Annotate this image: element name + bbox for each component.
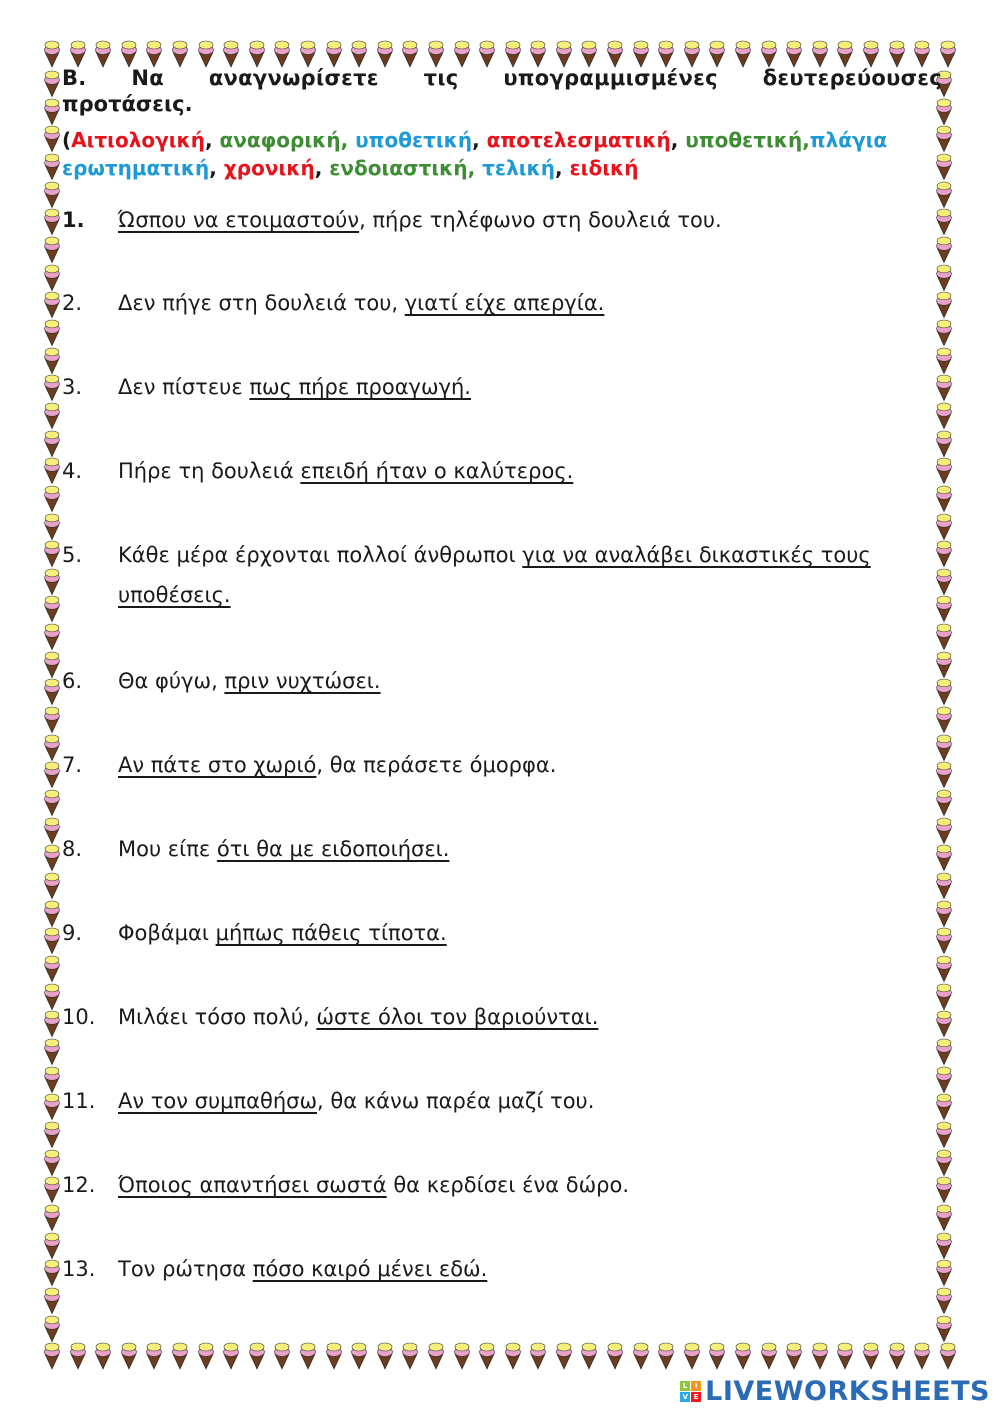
ice-cream-cone-icon: [44, 70, 60, 98]
ice-cream-cone-icon: [44, 595, 60, 623]
logo-text: LIVEWORKSHEETS: [705, 1376, 990, 1407]
border-left: [44, 70, 64, 1342]
sentence-item: [62, 1165, 952, 1205]
ice-cream-cone-icon: [709, 1342, 725, 1370]
sentence-text: Πήρε τη δουλειά: [118, 459, 301, 483]
ice-cream-cone-icon: [863, 1342, 879, 1370]
ice-cream-cone-icon: [44, 485, 60, 513]
ice-cream-cone-icon: [581, 1342, 597, 1370]
item-number: 7.: [62, 753, 83, 777]
ice-cream-cone-icon: [889, 1342, 905, 1370]
ice-cream-cone-icon: [530, 1342, 546, 1370]
category-label: πλάγια ερωτηματική: [62, 128, 888, 180]
item-number: 10.: [62, 1005, 96, 1029]
ice-cream-cone-icon: [44, 125, 60, 153]
sentence-text: , θα περάσετε όμορφα.: [316, 753, 557, 777]
ice-cream-cone-icon: [70, 1342, 86, 1370]
sentence-continuation: [62, 575, 952, 615]
ice-cream-cone-icon: [44, 706, 60, 734]
category-label: ειδική: [569, 156, 639, 180]
underlined-clause: πως πήρε προαγωγή.: [249, 375, 471, 399]
ice-cream-cone-icon: [44, 817, 60, 845]
item-number: 13.: [62, 1257, 96, 1281]
ice-cream-cone-icon: [198, 1342, 214, 1370]
logo-mark-letter: V: [680, 1392, 690, 1402]
ice-cream-cone-icon: [761, 1342, 777, 1370]
ice-cream-cone-icon: [44, 181, 60, 209]
ice-cream-cone-icon: [936, 1315, 952, 1343]
ice-cream-cone-icon: [658, 1342, 674, 1370]
category-label: (: [62, 128, 72, 152]
ice-cream-cone-icon: [44, 1204, 60, 1232]
sentence-text: Κάθε μέρα έρχονται πολλοί άνθρωποι: [118, 543, 523, 567]
logo-mark-icon: [680, 1381, 701, 1402]
ice-cream-cone-icon: [351, 1342, 367, 1370]
item-number: 1.: [62, 208, 85, 232]
underlined-clause: Ώσπου να ετοιμαστούν: [118, 208, 360, 232]
category-label: ,: [670, 128, 686, 152]
ice-cream-cone-icon: [936, 789, 952, 817]
ice-cream-cone-icon: [146, 1342, 162, 1370]
underlined-clause: γιατί είχε απεργία.: [404, 291, 605, 315]
ice-cream-cone-icon: [44, 513, 60, 541]
ice-cream-cone-icon: [44, 1342, 60, 1370]
sentence-text: Δεν πήγε στη δουλειά του,: [118, 291, 405, 315]
ice-cream-cone-icon: [44, 678, 60, 706]
ice-cream-cone-icon: [44, 540, 60, 568]
category-label: αναφορική,: [219, 128, 356, 152]
ice-cream-cone-icon: [44, 844, 60, 872]
category-label: ,: [554, 156, 570, 180]
ice-cream-cone-icon: [936, 1038, 952, 1066]
ice-cream-cone-icon: [44, 236, 60, 264]
ice-cream-cone-icon: [44, 983, 60, 1011]
category-label: ,: [314, 156, 330, 180]
ice-cream-cone-icon: [44, 927, 60, 955]
ice-cream-cone-icon: [44, 568, 60, 596]
ice-cream-cone-icon: [44, 900, 60, 928]
sentence-item: [62, 451, 952, 491]
ice-cream-cone-icon: [44, 1287, 60, 1315]
ice-cream-cone-icon: [44, 1066, 60, 1094]
ice-cream-cone-icon: [44, 789, 60, 817]
border-bottom: [44, 1342, 956, 1372]
sentence-item: [62, 283, 952, 323]
ice-cream-cone-icon: [300, 1342, 316, 1370]
sentence-item: [62, 745, 952, 785]
sentence-item: [62, 997, 952, 1037]
ice-cream-cone-icon: [936, 319, 952, 347]
item-number: 8.: [62, 837, 83, 861]
ice-cream-cone-icon: [936, 872, 952, 900]
category-label: ,: [472, 128, 487, 152]
underlined-clause: Αν τον συμπαθήσω: [118, 1089, 318, 1113]
sentence-item: [62, 200, 952, 240]
sentence-item: [62, 1249, 952, 1289]
underlined-clause: ώστε όλοι τον βαριούνται.: [316, 1005, 599, 1029]
ice-cream-cone-icon: [44, 264, 60, 292]
ice-cream-cone-icon: [44, 208, 60, 236]
underlined-clause: για να αναλάβει δικαστικές τους: [522, 543, 871, 567]
underlined-clause: μήπως πάθεις τίποτα.: [215, 921, 447, 945]
underlined-clause: ότι θα με ειδοποιήσει.: [216, 837, 450, 861]
ice-cream-cone-icon: [454, 1342, 470, 1370]
underlined-clause: υποθέσεις.: [118, 583, 231, 607]
instruction-heading: B. Να αναγνωρίσετε τις υπογραμμισμένες δευτερεύουσες: [62, 66, 942, 90]
sentence-text: Φοβάμαι: [118, 921, 216, 945]
ice-cream-cone-icon: [44, 374, 60, 402]
ice-cream-cone-icon: [633, 1342, 649, 1370]
ice-cream-cone-icon: [940, 1342, 956, 1370]
logo-mark-letter: I: [691, 1381, 701, 1391]
ice-cream-cone-icon: [44, 1232, 60, 1260]
underlined-clause: Όποιος απαντήσει σωστά: [118, 1173, 387, 1197]
sentence-item: [62, 829, 952, 869]
ice-cream-cone-icon: [479, 1342, 495, 1370]
ice-cream-cone-icon: [914, 1342, 930, 1370]
ice-cream-cone-icon: [936, 1121, 952, 1149]
sentence-text: Μου είπε: [118, 837, 217, 861]
ice-cream-cone-icon: [44, 1149, 60, 1177]
sentence-text: Θα φύγω,: [118, 669, 225, 693]
ice-cream-cone-icon: [44, 347, 60, 375]
ice-cream-cone-icon: [44, 319, 60, 347]
sentence-item: [62, 367, 952, 407]
underlined-clause: πόσο καιρό μένει εδώ.: [252, 1257, 488, 1281]
underlined-clause: επειδή ήταν ο καλύτερος.: [300, 459, 574, 483]
item-number: 3.: [62, 375, 83, 399]
sentence-text: Δεν πίστευε: [118, 375, 250, 399]
ice-cream-cone-icon: [44, 291, 60, 319]
ice-cream-cone-icon: [44, 402, 60, 430]
ice-cream-cone-icon: [44, 761, 60, 789]
ice-cream-cone-icon: [44, 457, 60, 485]
ice-cream-cone-icon: [505, 1342, 521, 1370]
ice-cream-cone-icon: [786, 1342, 802, 1370]
underlined-clause: Αν πάτε στο χωριό: [118, 753, 317, 777]
item-number: 6.: [62, 669, 83, 693]
ice-cream-cone-icon: [556, 1342, 572, 1370]
ice-cream-cone-icon: [402, 1342, 418, 1370]
item-number: 5.: [62, 543, 83, 567]
ice-cream-cone-icon: [44, 153, 60, 181]
ice-cream-cone-icon: [274, 1342, 290, 1370]
ice-cream-cone-icon: [44, 98, 60, 126]
ice-cream-cone-icon: [44, 1176, 60, 1204]
ice-cream-cone-icon: [377, 1342, 393, 1370]
ice-cream-cone-icon: [940, 40, 956, 68]
sentence-item: [62, 1081, 952, 1121]
item-number: 12.: [62, 1173, 96, 1197]
ice-cream-cone-icon: [44, 734, 60, 762]
item-number: 2.: [62, 291, 83, 315]
category-list: [62, 126, 942, 182]
instruction-heading-cont: προτάσεις.: [62, 92, 193, 116]
category-label: ,: [209, 156, 224, 180]
ice-cream-cone-icon: [607, 1342, 623, 1370]
ice-cream-cone-icon: [172, 1342, 188, 1370]
ice-cream-cone-icon: [44, 955, 60, 983]
ice-cream-cone-icon: [95, 1342, 111, 1370]
ice-cream-cone-icon: [121, 1342, 137, 1370]
worksheet-header: [62, 64, 942, 182]
sentence-text: θα κερδίσει ένα δώρο.: [386, 1173, 630, 1197]
ice-cream-cone-icon: [44, 623, 60, 651]
item-number: 11.: [62, 1089, 96, 1113]
logo-mark-letter: E: [691, 1392, 701, 1402]
ice-cream-cone-icon: [936, 1204, 952, 1232]
border-right: [936, 70, 956, 1342]
ice-cream-cone-icon: [223, 1342, 239, 1370]
ice-cream-cone-icon: [44, 872, 60, 900]
ice-cream-cone-icon: [936, 955, 952, 983]
ice-cream-cone-icon: [326, 1342, 342, 1370]
category-label: χρονική: [223, 156, 315, 180]
ice-cream-cone-icon: [44, 1259, 60, 1287]
category-label: υποθετική,: [685, 128, 810, 152]
category-label: υποθετική: [355, 128, 473, 152]
category-label: ενδοιαστική,: [329, 156, 483, 180]
ice-cream-cone-icon: [936, 706, 952, 734]
ice-cream-cone-icon: [249, 1342, 265, 1370]
sentence-item: [62, 913, 952, 953]
ice-cream-cone-icon: [44, 40, 60, 68]
ice-cream-cone-icon: [936, 623, 952, 651]
ice-cream-cone-icon: [428, 1342, 444, 1370]
sentence-text: Τον ρώτησα: [118, 1257, 253, 1281]
logo-mark-letter: L: [680, 1381, 690, 1391]
ice-cream-cone-icon: [812, 1342, 828, 1370]
sentence-item: [62, 661, 952, 701]
ice-cream-cone-icon: [44, 1010, 60, 1038]
sentence-text: , πήρε τηλέφωνο στη δουλειά του.: [359, 208, 722, 232]
ice-cream-cone-icon: [44, 1121, 60, 1149]
sentence-item: [62, 535, 952, 615]
ice-cream-cone-icon: [936, 236, 952, 264]
ice-cream-cone-icon: [684, 1342, 700, 1370]
category-label: τελική: [482, 156, 555, 180]
sentence-text: Μιλάει τόσο πολύ,: [118, 1005, 317, 1029]
ice-cream-cone-icon: [44, 1093, 60, 1121]
ice-cream-cone-icon: [44, 1038, 60, 1066]
ice-cream-cone-icon: [837, 1342, 853, 1370]
ice-cream-cone-icon: [44, 651, 60, 679]
sentence-text: , θα κάνω παρέα μαζί του.: [317, 1089, 595, 1113]
ice-cream-cone-icon: [936, 1287, 952, 1315]
ice-cream-cone-icon: [44, 430, 60, 458]
category-label: ,: [204, 128, 220, 152]
item-number: 4.: [62, 459, 83, 483]
liveworksheets-logo: [680, 1376, 990, 1407]
category-label: Αιτιολογική: [71, 128, 205, 152]
ice-cream-cone-icon: [735, 1342, 751, 1370]
ice-cream-cone-icon: [44, 1315, 60, 1343]
underlined-clause: πριν νυχτώσει.: [224, 669, 381, 693]
item-number: 9.: [62, 921, 83, 945]
category-label: αποτελεσματική: [486, 128, 671, 152]
